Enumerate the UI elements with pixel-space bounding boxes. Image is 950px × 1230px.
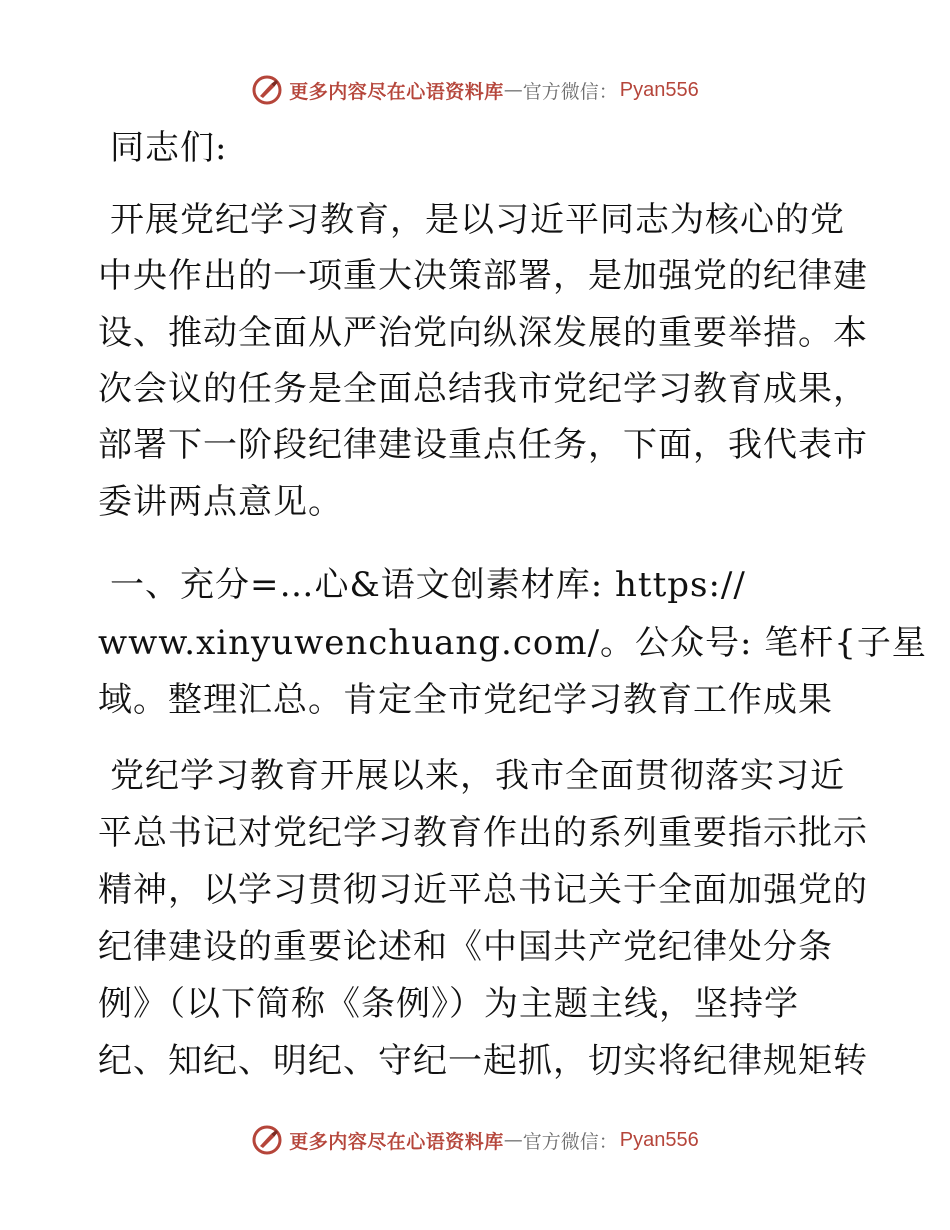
paragraph2-line: 纪律建设的重要论述和《中国共产党纪律处分条 [98,927,833,967]
watermark-banner-bottom [0,1120,950,1160]
paragraph1-line: 委讲两点意见。 [98,482,343,522]
watermark-separator: — [503,79,523,101]
paragraph2-line: 例》（以下简称《条例》）为主题主线，坚持学 [98,984,799,1024]
watermark-main-text: 更多内容尽在心语资料库 [289,80,504,103]
section-heading-line: www.xinyuwenchuang.com/。公众号: 笔杆{子星 [98,623,927,663]
paragraph1-line: 部署下一阶段纪律建设重点任务，下面，我代表市 [98,425,868,465]
paragraph1-line: 中央作出的一项重大决策部署，是加强党的纪律建 [98,256,868,296]
paragraph2-line: 平总书记对党纪学习教育作出的系列重要指示批示 [98,813,868,853]
greeting: 同志们: [110,128,228,168]
watermark-separator: — [503,1129,523,1151]
section-heading-line: 一、充分=…心&语文创素材库: https:// [110,565,746,605]
watermark-handle: Pyan556 [619,78,699,101]
paragraph2-line: 纪、知纪、明纪、守纪一起抓，切实将纪律规矩转 [98,1041,868,1081]
watermark-main-text: 更多内容尽在心语资料库 [289,1130,504,1153]
paragraph1-line: 次会议的任务是全面总结我市党纪学习教育成果， [98,369,868,409]
paragraph2-line: 精神，以学习贯彻习近平总书记关于全面加强党的 [98,870,868,910]
watermark-wechat-label: 官方微信： [522,1130,618,1153]
section-heading-line: 域。整理汇总。肯定全市党纪学习教育工作成果 [98,680,833,720]
pen-nib-icon [251,74,283,106]
pen-nib-icon [251,1124,283,1156]
paragraph1-line: 设、推动全面从严治党向纵深发展的重要举措。本 [98,313,868,353]
paragraph2-line: 党纪学习教育开展以来，我市全面贯彻落实习近 [110,756,845,796]
watermark-wechat-label: 官方微信： [522,80,618,103]
watermark-banner-top [0,70,950,110]
paragraph1-line: 开展党纪学习教育，是以习近平同志为核心的党 [110,200,845,240]
watermark-handle: Pyan556 [619,1128,699,1151]
